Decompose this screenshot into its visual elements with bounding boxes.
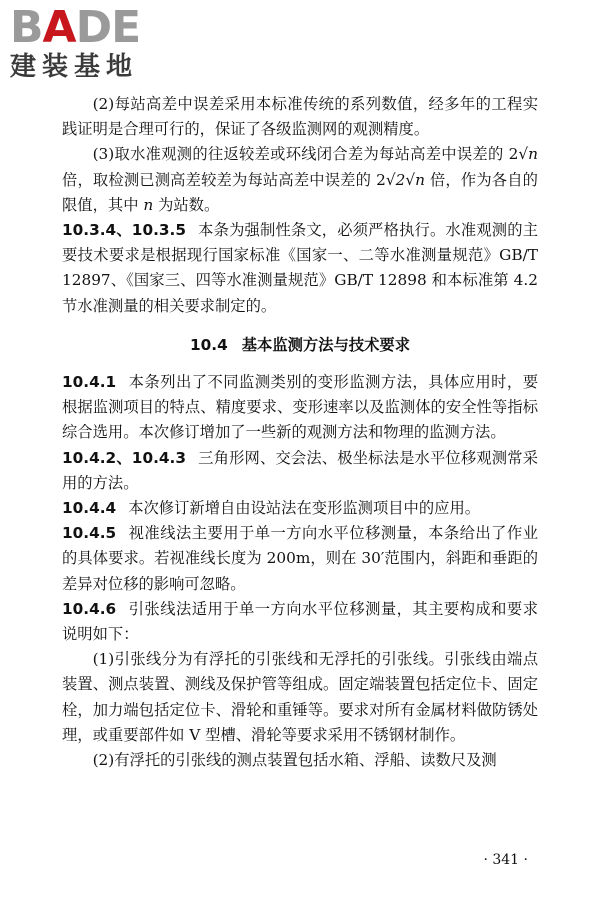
logo-chinese-name: 建装基地 bbox=[10, 52, 139, 82]
text-segment: (3)取水准观测的往返较差或环线闭合差为每站高差中误差的 2 bbox=[92, 145, 519, 164]
section-title: 基本监测方法与技术要求 bbox=[241, 335, 411, 354]
paragraph-item-2: (2)每站高差中误差采用本标准传统的系列数值，经多年的工程实践证明是合理可行的，保证了各级监测网的观测精度。 bbox=[62, 95, 538, 139]
variable-n: n bbox=[143, 195, 154, 214]
logo-letter-b: B bbox=[10, 2, 43, 53]
paragraph-item-3 bbox=[62, 142, 538, 218]
clause-10-3-4 bbox=[62, 218, 538, 319]
clause-text: 本条列出了不同监测类别的变形监测方法，具体应用时，要根据监测项目的特点、精度要求、变形速率以及监测体的安全性等指标综合选用。本次修订增加了一些新的观测方法和物理的监测方法。 bbox=[62, 373, 538, 442]
sqrt-n: √n bbox=[405, 170, 425, 189]
logo-letter-a: A bbox=[42, 2, 76, 53]
page-number: · 341 · bbox=[483, 852, 528, 868]
section-heading bbox=[62, 333, 538, 358]
text-segment: 倍，取检测已测高差较差为每站高差中误差的 2 bbox=[62, 170, 386, 189]
clause-number: 10.4.2、10.4.3 bbox=[62, 448, 187, 467]
section-number: 10.4 bbox=[189, 335, 228, 354]
clause-10-4-2 bbox=[62, 446, 538, 496]
clause-number: 10.4.1 bbox=[62, 373, 117, 392]
clause-text: 本条为强制性条文，必须严格执行。水准观测的主要技术要求是根据现行国家标准《国家一、二等水准测量规范》GB/T 12897、《国家三、四等水准测量规范》GB/T 12898 和本标准第 4.2 节水准测量的相关要求制定的。 bbox=[62, 221, 538, 315]
clause-10-4-1 bbox=[62, 370, 538, 446]
clause-10-4-5 bbox=[62, 521, 538, 597]
logo-wordmark bbox=[10, 2, 190, 53]
sqrt-2: √2 bbox=[385, 170, 406, 189]
text-segment: 倍，作为各自的限值，其中 bbox=[62, 170, 538, 214]
logo-letters-de: DE bbox=[75, 2, 141, 53]
clause-number: 10.4.4 bbox=[62, 499, 117, 518]
clause-text: 引张线法适用于单一方向水平位移测量，其主要构成和要求说明如下： bbox=[62, 599, 538, 644]
text-segment: 为站数。 bbox=[153, 195, 220, 214]
publisher-logo bbox=[10, 2, 190, 82]
clause-text: 视准线法主要用于单一方向水平位移测量，本条给出了作业的具体要求。若视准线长度为 200m，则在 30′范围内，斜距和垂距的差异对位移的影响可忽略。 bbox=[62, 524, 538, 593]
paragraph-item-1: (1)引张线分为有浮托的引张线和无浮托的引张线。引张线由端点装置、测点装置、测线及保护管等组成。固定端装置包括定位卡、固定栓，加力端包括定位卡、滑轮和重锤等。要求对所有金属材料做防锈处理，或重要部件如 V 型槽、滑轮等要求采用不锈钢材制作。 bbox=[62, 650, 538, 744]
clause-text: 三角形网、交会法、极坐标法是水平位移观测常采用的方法。 bbox=[62, 448, 538, 492]
clause-text: 本次修订新增自由设站法在变形监测项目中的应用。 bbox=[128, 499, 481, 518]
sqrt-n: √n bbox=[518, 145, 538, 164]
clause-number: 10.4.5 bbox=[62, 524, 117, 543]
page-body bbox=[62, 92, 538, 773]
paragraph-item-2-continued: (2)有浮托的引张线的测点装置包括水箱、浮船、读数尺及测 bbox=[92, 751, 497, 770]
clause-10-4-6 bbox=[62, 597, 538, 647]
clause-number: 10.3.4、10.3.5 bbox=[62, 221, 187, 240]
clause-10-4-4 bbox=[62, 496, 538, 521]
clause-number: 10.4.6 bbox=[62, 599, 117, 618]
